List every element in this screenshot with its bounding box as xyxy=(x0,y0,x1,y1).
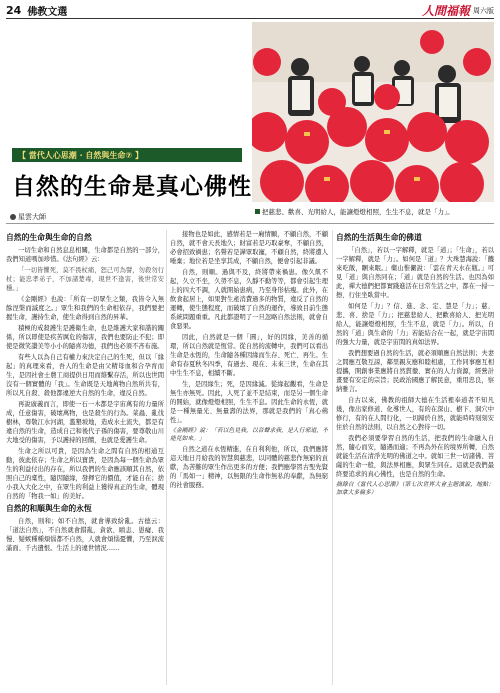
subheading: 自然的和順與生命的永恆 xyxy=(6,504,92,513)
publication-masthead xyxy=(422,2,494,19)
body-paragraph: 自然之道在永恆精進，在自利利他，所以，我們應將這天地日月給我的智慧與慈悲，以同體的慈悲作無窮的貢獻，為苦難的眾生作出更多的方便；我們應學習古聖先賢的「馬如一」精神，以無限的生命作無私的奉獻，為無窮的社會服務。 xyxy=(170,446,328,489)
body-paragraph: 再說廣義而言，即使一石一木都是宇宙萬有的力量所成，任意傷害，破壞萬物，也是殺生的行為。菜蟲、亂伐樹林，尊敬江水河湖，濫墾坡地，造成水土流失，都是有違自然的生命，造成自己和後代子孫的傷害，要尊敬山川大地受的傷害，予以護持的回饋，也就是愛護生命。 xyxy=(6,401,164,444)
page-header xyxy=(6,3,494,19)
lantern-photo xyxy=(252,22,494,202)
body-paragraph: 因此，自然就是一個「圓」，好的因緣，美善的循環，所以自然就是恆常。從自然的流轉中，我們可以看出生命是永恆的，生命隨各種因緣而生存、死亡、再生。生命有春夏秋冬四季，有過去、現在、未來三世，生命在其中生生不息，相續不斷。 xyxy=(170,334,328,377)
body-paragraph: 我們想要過自然的生活，就必須順應自然法則；夫妻之間應互敬互諒，鄰里親友應和睦相處，工作同事應互相提攜，開創事業應將自然貫徹、實在的人力資源，經營計畫要有安定的宗旨；民政治國應了解民意，重用忠良，察納雅言。 xyxy=(336,350,494,393)
article-title: 自然的生命是真心佛性 xyxy=(12,173,252,200)
body-paragraph: 自然，則和；如不自然，就會導致紛亂。古德云：「道法自然」，不自然就會錯亂，貪欲、瞋恚、愚癡、我慢、疑嫉種種煩惱都不自然，人就會煩惱憂懼，乃至淚流滿面、千古遺恨。生活上的違世情況…… xyxy=(6,518,164,552)
body-paragraph: 生命之所以可貴，是因為生命之間有自然的相通互動，彼此依存；生命之所以寶貴，是因為每一個生命為眾生的利益付出的存在，所以我們的生命應該順其自然，依照自己的稟性，隨因隨緣，發揮它的價值，才能自在；捨小我入大化之中，在眾生的利益上獲得真正的生命，體現自然的「物我一如」的美好。 xyxy=(6,448,164,500)
lantern-photo-illustration xyxy=(252,22,494,202)
note-paragraph: 《金剛經》說：「若以色見我，以音聲求我，是人行邪道，不能見如來。」 xyxy=(170,428,328,442)
author-bullet-icon xyxy=(10,214,16,220)
body-paragraph: 自然，則順。過與不及，終將帶來禍患。像久飢不起，久立不坐，久勞不息，久靜不動等等，都會引起生理上的四大不調，人就開始患病，乃至身形枯瘦。此外，在飲食起居上，如果對生產消費過多的物質，違反了自然的運轉，使生態程度，而破壞了自然的運作，導致目前生態系統問題重重。凡此都證明了一旦忽略自然法則，就會自食惡果。 xyxy=(170,269,328,330)
quote-paragraph: 「一切皆懼死，莫不畏杖痛，恕己可為譬，勿殺勿行杖；能忠孝弟子，不加諸楚毒，現世不逢害，後世常安穩。」 xyxy=(6,267,164,292)
note-paragraph: 摘錄自《當代人心思潮》（第七次世界大會主題演說，地點：加拿大多倫多） xyxy=(336,482,494,496)
body-paragraph: 積極的戒殺護生是護衛生命，也是維護大家和諧的關係，所以即使是疾苦厲危的傷害，我們也要防止不犯；即使是微笑讚美等小小的隨喜功德，我們也必須不吝布施。 xyxy=(6,325,164,350)
body-paragraph: 《金剛經》也說：「所有一切眾生之類，我皆令入無餘涅槃而滅度之。」眾生和我們的生命相依存，我們要把握生命，護持生命，使生命得到自然的昇華。 xyxy=(6,296,164,321)
subheading: 自然的生命與生命的自然 xyxy=(6,233,92,242)
author-name: 星雲大師 xyxy=(18,213,46,221)
article-column-3 xyxy=(336,230,494,685)
publication-edition: 周六版 xyxy=(473,6,494,15)
subheading: 自然的生活與生命的佛道 xyxy=(336,233,422,242)
section-title: 佛教文選 xyxy=(27,7,68,18)
body-paragraph: 如何是「力」？信、進、念、定、慧是「力」；慈、悲、喜、捨是「力」；把慈悲給人、把歡喜給人、把光明給人，能讓燈燈相照，生生不息，就是「力」。所以，自然的「道」與生命的「力」若能結合在一起，就是宇宙間的強大力量，就是宇宙間的真如法界。 xyxy=(336,303,494,346)
body-paragraph: 自古以來，佛教的祖師大德在生活裡奉道者不知凡幾，像出家修道、化導世人，有的在深山、樹下、洞穴中修行，有的在人間行化，一切歸於自然，就能時時刻刻安住於自然的法則，以自然之心對待一切。 xyxy=(336,397,494,431)
author-line xyxy=(10,212,46,222)
body-paragraph: 有些人以為自己有權力來決定自己的生死，但以「緣起」的真理來看，吾人的生命是由父精母血和合孕育而生，是因社會士農工商提供日用而維繫存活，所以也世間沒有一個實體的「我」。生命既是天地萬物自然所共有，所以凡自殺、殺他都違逆大自然的生命，違反自然。 xyxy=(6,354,164,397)
body-paragraph: 接物也是如此，感情若是一廂情願，不顧自然，不顧自然，就不會天長地久；財富若是巧取豪奪，不顧自然，必會招致禍患；名聲若是譁眾取寵，不顧自然，終將遭人唾棄；地位若是坐享其成，不顧自然，便會引起非議。 xyxy=(170,231,328,265)
column-divider xyxy=(166,230,167,685)
body-paragraph: 一切生命和自然息息相關，生命都是自然的一部分，我們知道嗎加珍惜。《法句經》云： xyxy=(6,247,164,263)
series-tag: 【 當代人心思潮 · 自然與生命⑦ 】 xyxy=(12,148,242,162)
article-column-2 xyxy=(170,230,328,685)
article-column-1 xyxy=(6,230,164,685)
body-paragraph: 生，是因緣生；死，是因緣滅。從緣起觀看，生命是無生亦無死。因此，人死了並不是結束，而是另一個生命的開始，就像燈燈相照，生生不息。因此生命的永恆，就是一種無量光、無量壽的法界，那就是我們的「真心佛性」。 xyxy=(170,381,328,424)
photo-caption xyxy=(255,207,454,216)
section-divider xyxy=(6,223,494,224)
column-divider xyxy=(332,230,333,685)
page-number: 24 xyxy=(6,4,22,17)
body-paragraph: 「自然」，若以一字解釋，就是「道」；「生命」，若以一字解釋，就是「力」。如何是「道」？大珠慧海說：「饑來吃飯，睏來眠。」藥山惟儼說：「雲在青天水在瓶。」可見「道」與自然同在；「道」就是自然的生活。也因為如此，禪大德們把都實踐進活在日常生活之中，都在一掃一擦、行住坐臥當中。 xyxy=(336,247,494,299)
body-paragraph: 我們必須要學習自然的生活，把我們的生命融入自然，隨心而安，隨遇而適；不再為外在的境界所轉，自然就能生活在清淨光明的佛道之中。就如三世一切諸佛、菩薩的生命一般，與法界相應，與眾生同在。這就是我們最終要追求的真心佛性，也是自然的生命。 xyxy=(336,435,494,478)
caption-marker-icon xyxy=(255,209,260,214)
photo-caption-text: 把慈悲、歡喜、光明給人，能讓燈燈相照，生生不息，就是「力」。 xyxy=(262,208,454,216)
publication-name: 人間福報 xyxy=(421,4,470,18)
